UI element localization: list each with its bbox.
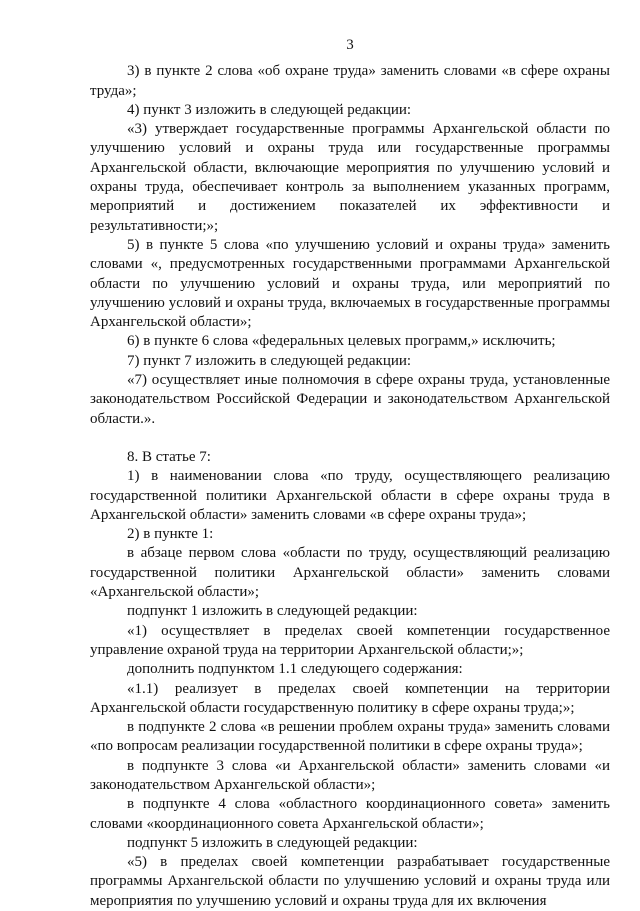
paragraph-spacer	[90, 429, 610, 448]
paragraph: в подпункте 2 слова «в решении проблем охраны труда» заменить словами «по вопросам реализации государственной политики в сфере охраны труда»;	[90, 719, 610, 755]
paragraph: 6) в пункте 6 слова «федеральных целевых программ,» исключить;	[127, 333, 556, 350]
paragraph: «3) утверждает государственные программы Архангельской области по улучшению условий и охраны труда или государственные программы Архангельской области, включающие мероприятия по улучшению условий и охраны труда, обеспечивает контроль за выполнением указанных программ, мероприятий и достижением показателей их эффективности и результативности;»;	[90, 121, 610, 234]
page-number: 3	[346, 37, 354, 53]
paragraph: подпункт 1 изложить в следующей редакции:	[127, 603, 418, 620]
paragraph: в абзаце первом слова «области по труду, осуществляющий реализацию государственной политики Архангельской области» заменить словами «Архангельской области»;	[90, 545, 610, 601]
paragraph: в подпункте 4 слова «областного координационного совета» заменить словами «координационного совета Архангельской области»;	[90, 796, 610, 832]
paragraph: «1.1) реализует в пределах своей компетенции на территории Архангельской области государственную политику в сфере охраны труда;»;	[90, 680, 610, 716]
paragraph: 3) в пункте 2 слова «об охране труда» заменить словами «в сфере охраны труда»;	[90, 63, 610, 99]
paragraph: подпункт 5 изложить в следующей редакции:	[127, 834, 418, 851]
paragraph: 5) в пункте 5 слова «по улучшению условий и охраны труда» заменить словами «, предусмотренных государственными программами Архангельской области по улучшению условий и охраны труда, или мероприятий по улучшению условий и охраны труда, включаемых в государственные программы Архангельской области»;	[90, 236, 610, 331]
paragraph: 1) в наименовании слова «по труду, осуществляющего реализацию государственной политики Архангельской области в сфере охраны труда в Архангельской области» заменить словами «в сфере охраны труда»;	[90, 468, 610, 523]
section-heading: 8. В статье 7:	[127, 448, 211, 465]
paragraph: 2) в пункте 1:	[127, 526, 214, 543]
paragraph: «1) осуществляет в пределах своей компетенции государственное управление охраной труда на территории Архангельской области;»;	[90, 622, 610, 658]
paragraph: «7) осуществляет иные полномочия в сфере охраны труда, установленные законодательством Российской Федерации и законодательством Архангельской области.».	[90, 372, 610, 427]
document-page	[90, 36, 610, 911]
paragraph: 7) пункт 7 изложить в следующей редакции:	[127, 352, 412, 369]
paragraph: 4) пункт 3 изложить в следующей редакции:	[127, 101, 412, 118]
paragraph: в подпункте 3 слова «и Архангельской области» заменить словами «и законодательством Архангельской области»;	[90, 757, 610, 793]
paragraph: «5) в пределах своей компетенции разрабатывает государственные программы Архангельской области по улучшению условий и охраны труда или мероприятия по улучшению условий и охраны труда для их включения	[90, 854, 610, 909]
paragraph: дополнить подпунктом 1.1 следующего содержания:	[127, 661, 463, 678]
